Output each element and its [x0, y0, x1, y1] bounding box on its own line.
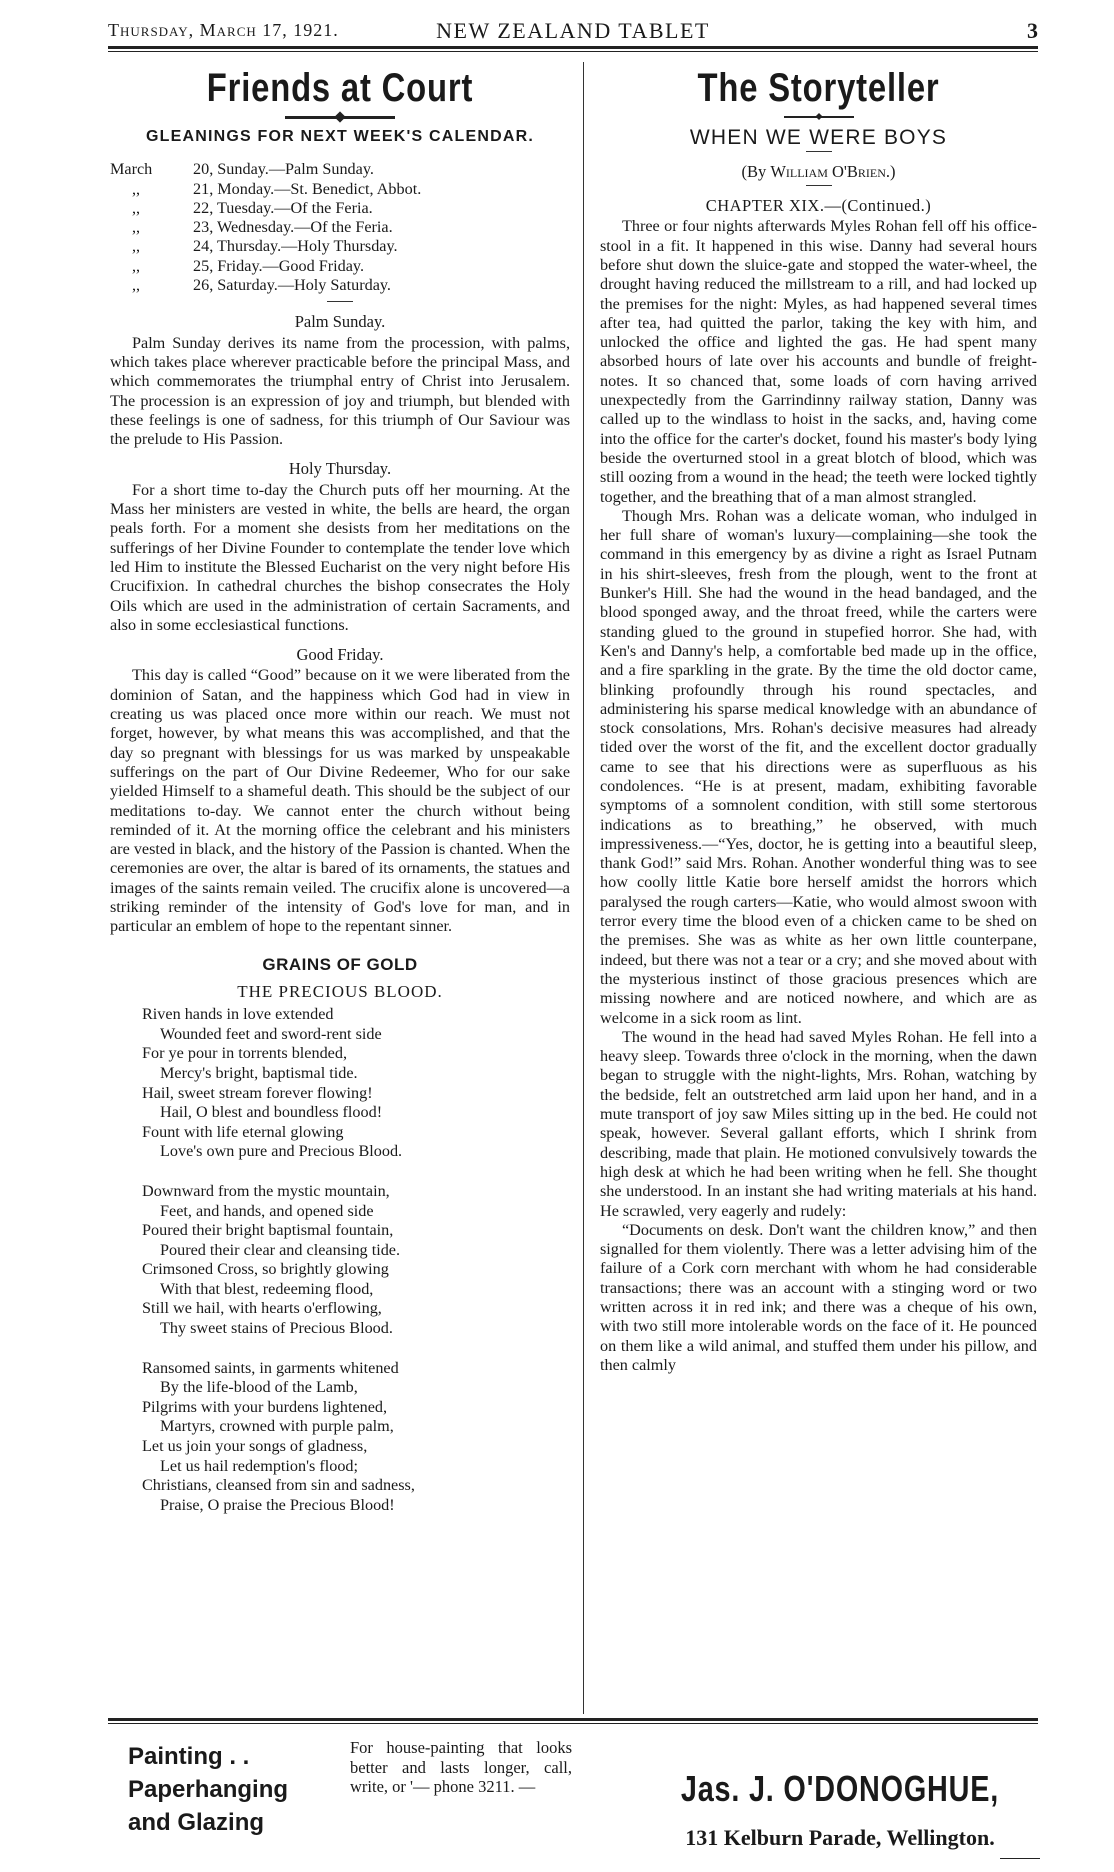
ad-rule [108, 1718, 1038, 1721]
feast-paragraph: Palm Sunday derives its name from the procession, with palms, which takes place wherever practicable before the principal Mass, and which commemorates the triumphal entry of Christ into Jerusalem. The procession is an expression of joy and triumph, but blended with these feelings is one of sadness, for this triumph of Our Saviour was the prelude to His Passion. [110, 333, 570, 449]
calendar-month: ,, [132, 198, 141, 217]
feast-paragraph: For a short time to-day the Church puts off her mourning. At the Mass her ministers are vested in white, the bells are heard, the organ peals forth. For a moment she desists from her meditations on the sufferings of her Divine Founder to contemplate the tender love which led Him to institute the Blessed Eucharist on the very night before His Crucifixion. In cathedral churches the bishop consecrates the Holy Oils which are used in the administration of certain Sacraments, and also in some ecclesiastical functions. [110, 480, 570, 634]
calendar-month: ,, [132, 218, 141, 237]
poem-line: Let us join your songs of gladness, [142, 1437, 368, 1456]
ad-underline [1000, 1858, 1040, 1859]
story-paragraph: “Documents on desk. Don't want the children know,” and then signalled for them violently. There was a letter advising him of the failure of a Cork corn merchant with whom he had considerable transactions; there was an account with a stinging word or two written across it in red ink; and there was a cheque of his own, with two still more intolerable words on the face of it. He pounced on them like a wild animal, and stuffed them under his pillow, and then calmly [600, 1220, 1037, 1374]
right-column [600, 64, 1037, 1375]
calendar-list [110, 160, 570, 295]
calendar-entry [110, 218, 570, 237]
poem-line: By the life-blood of the Lamb, [160, 1378, 358, 1397]
column-divider [583, 62, 584, 1714]
poem-line: Feet, and hands, and opened side [160, 1201, 374, 1220]
short-rule [806, 185, 832, 186]
calendar-entry [110, 180, 570, 199]
ad-rule-thin [108, 1723, 1038, 1724]
ad-service-line: Painting . . [128, 1743, 250, 1770]
calendar-entry [110, 199, 570, 218]
calendar-day: 25, Friday.—Good Friday. [193, 256, 365, 275]
poem-line: Thy sweet stains of Precious Blood. [160, 1319, 393, 1338]
story-paragraph: The wound in the head had saved Myles Rohan. He fell into a heavy sleep. Towards three o'clock in the morning, when the dawn began to struggle with the night-lights, Mrs. Rohan, watching by the bedside, felt an outstretched arm laid upon her hand, and in a mute transport of joy saw Miles sitting up in the bed. He could not speak, however. Several gallant efforts, which I shrink from describing, made that plain. He motioned convulsively towards the high desk at which he had been writing when he fell. She thought she understood. In an instant she had writing materials at his hand. He scrawled, very eagerly and rudely: [600, 1027, 1037, 1220]
calendar-entry [110, 237, 570, 256]
calendar-day: 22, Tuesday.—Of the Feria. [193, 198, 373, 217]
poem-stanza [142, 1359, 570, 1516]
poem-stanza [142, 1182, 570, 1339]
poem-line: Wounded feet and sword-rent side [160, 1024, 382, 1043]
issue-date: Thursday, March 17, 1921. [108, 20, 339, 40]
calendar-month: ,, [132, 276, 141, 295]
ad-service-line: and Glazing [128, 1809, 265, 1836]
newspaper-name: NEW ZEALAND TABLET [436, 18, 710, 43]
feast-heading: Palm Sunday. [294, 312, 386, 332]
calendar-month: ,, [132, 237, 141, 256]
feast-sections [110, 312, 570, 936]
advertiser-address: 131 Kelburn Parade, Wellington. [685, 1825, 995, 1850]
left-column [110, 64, 570, 1535]
story-title: WHEN WE WERE BOYS [689, 125, 948, 149]
ad-services [128, 1740, 288, 1839]
poem-line: Hail, sweet stream forever flowing! [142, 1083, 373, 1102]
author-name: William O'Brien. [770, 161, 891, 181]
ad-copy: For house-painting that looks better and lasts longer, call, write, or '— phone 3211. — [350, 1738, 572, 1796]
chapter-heading: CHAPTER XIX.—(Continued.) [705, 196, 932, 216]
section-title-storyteller: The Storyteller [697, 66, 940, 110]
masthead-rule-thin [108, 51, 1038, 52]
calendar-entry [110, 160, 570, 179]
poem-line: Riven hands in love extended [142, 1005, 334, 1024]
page-number: 3 [1027, 18, 1038, 43]
poem-line: Fount with life eternal glowing [142, 1122, 344, 1141]
calendar-entry [110, 276, 570, 295]
poem-line: Downward from the mystic mountain, [142, 1181, 390, 1200]
poem-line: Ransomed saints, in garments whitened [142, 1358, 399, 1377]
story-paragraph: Though Mrs. Rohan was a delicate woman, who indulged in her full share of woman's luxury—complaining—she took the command in this emergency by as divine a right as Israel Putnam in his shirt-sleeves, fresh from the plough, went to the front at Bunker's Hill. She had the wound in the head bandaged, and the blood sponged away, and the throat freed, while the carters were standing glued to the ground in stupefied horror. She had, with Ken's and Danny's help, a comfortable bed made up in the office, and a fire sparkling in the grate. By the time the old doctor came, blinking profoundly through his round spectacles, and administering his sparse medical knowledge with an abundance of stock consolations, Mrs. Rohan's decisive measures had already tided over the worst of the fit, and the excellent doctor gradually came to see that his directions were as superfluous as his condolences. “He is at present, madam, exhibiting favorable symptoms of a somnolent condition, with still some stertorous indications as to breathing,” he observed, with much impressiveness.—“Yes, doctor, he is getting into a beautiful sleep, thank God!” said Mrs. Rohan. Another wonderful thing was to see how coolly little Katie bore herself amidst the horrors which paralysed the rough carters—Katie, who would almost swoon with terror every time the blood even of a chicken came to be shed on the premises. She was as white as her own little counterpane, indeed, but there was not a tear or a cry; and she moved about with the mysterious instinct of those gracious presences which are missing nowhere and are noticed nowhere, and which are as welcome in a sick room as lint. [600, 506, 1037, 1027]
story-paragraph: Three or four nights afterwards Myles Rohan fell off his office-stool in a fit. It happened in this wise. Danny had several hours before shut down the sluice-gate and stopped the water-wheel, the drought having reduced the millstream to a rill, and had locked up the premises for the night: Myles, as had happened several times after tea, had quitted the parlor, taking the key with him, and unlocked the office and lighted the gas. He had spent many absorbed hours of late over his accounts and bundle of freight-notes. It so chanced that, some loads of corn having arrived unexpectedly from the Garrindinny railway station, Danny was called up to the windlass to hoist in the sacks, and, having come into the office for the carter's docket, found his master's body lying beside the overturned stool in a great blotch of blood, which was still oozing from a wound in the head; the teeth were locked tightly together, and the breathing that of a man almost strangled. [600, 217, 1037, 506]
ornament-rule [285, 116, 395, 119]
feast-heading: Good Friday. [296, 645, 384, 665]
poem-line: Mercy's bright, baptismal tide. [160, 1063, 358, 1082]
byline-prefix: (By [741, 161, 771, 181]
masthead-rule [108, 46, 1038, 49]
calendar-entry [110, 257, 570, 276]
short-rule [806, 151, 832, 152]
poem-line: Poured their bright baptismal fountain, [142, 1221, 394, 1240]
poem-line: Hail, O blest and boundless flood! [160, 1103, 383, 1122]
poem-line: Love's own pure and Precious Blood. [160, 1142, 403, 1161]
calendar-day: 20, Sunday.—Palm Sunday. [193, 160, 374, 179]
byline [600, 162, 1037, 181]
poem-line: Christians, cleansed from sin and sadness, [142, 1476, 415, 1495]
calendar-month: March [110, 160, 153, 179]
poem-line: Praise, O praise the Precious Blood! [160, 1495, 395, 1514]
calendar-day: 26, Saturday.—Holy Saturday. [193, 276, 391, 295]
calendar-day: 24, Thursday.—Holy Thursday. [193, 237, 398, 256]
story-body [600, 217, 1037, 1375]
poem-line: For ye pour in torrents blended, [142, 1044, 347, 1063]
poem-line: Crimsoned Cross, so brightly glowing [142, 1260, 389, 1279]
byline-suffix: ) [890, 161, 896, 181]
advertiser-name: Jas. J. O'DONOGHUE, [680, 1768, 1000, 1809]
poem-title: THE PRECIOUS BLOOD. [237, 981, 443, 1001]
section-title-friends-at-court: Friends at Court [206, 66, 474, 110]
calendar-month: ,, [132, 179, 141, 198]
poem [110, 1005, 570, 1515]
calendar-day: 23, Wednesday.—Of the Feria. [193, 218, 393, 237]
poem-line: Pilgrims with your burdens lightened, [142, 1397, 388, 1416]
ornament-rule [784, 116, 854, 118]
poem-line: Martyrs, crowned with purple palm, [160, 1417, 394, 1436]
short-rule [327, 301, 353, 302]
grains-of-gold-title: GRAINS OF GOLD [262, 954, 418, 974]
calendar-day: 21, Monday.—St. Benedict, Abbot. [193, 179, 422, 198]
feast-heading: Holy Thursday. [288, 459, 392, 479]
poem-line: With that blest, redeeming flood, [160, 1279, 374, 1298]
poem-line: Poured their clear and cleansing tide. [160, 1240, 401, 1259]
calendar-subtitle: GLEANINGS FOR NEXT WEEK'S CALENDAR. [145, 128, 535, 145]
poem-line: Let us hail redemption's flood; [160, 1456, 359, 1475]
calendar-month: ,, [132, 256, 141, 275]
poem-line: Still we hail, with hearts o'erflowing, [142, 1299, 382, 1318]
poem-stanza [142, 1005, 570, 1162]
masthead [108, 18, 1038, 44]
feast-paragraph: This day is called “Good” because on it we were liberated from the dominion of Satan, and the happiness which God had in view in creating us was placed once more within our reach. We must not forget, however, by what means this was accomplished, and that the day so pregnant with blessings for us was marked by unspeakable sufferings on the part of Our Divine Redeemer, Who for our sake yielded Himself to a shameful death. This should be the subject of our meditations to-day. We cannot enter the church without being reminded of it. At the morning office the celebrant and his ministers are vested in black, and the history of the Passion is chanted. When the ceremonies are over, the altar is bared of its ornaments, the statues and images of the saints remain veiled. The crucifix alone is uncovered—a striking reminder of the intensity of God's love for man, and in particular an emblem of hope to the repentant sinner. [110, 666, 570, 936]
ad-service-line: Paperhanging [128, 1776, 289, 1803]
